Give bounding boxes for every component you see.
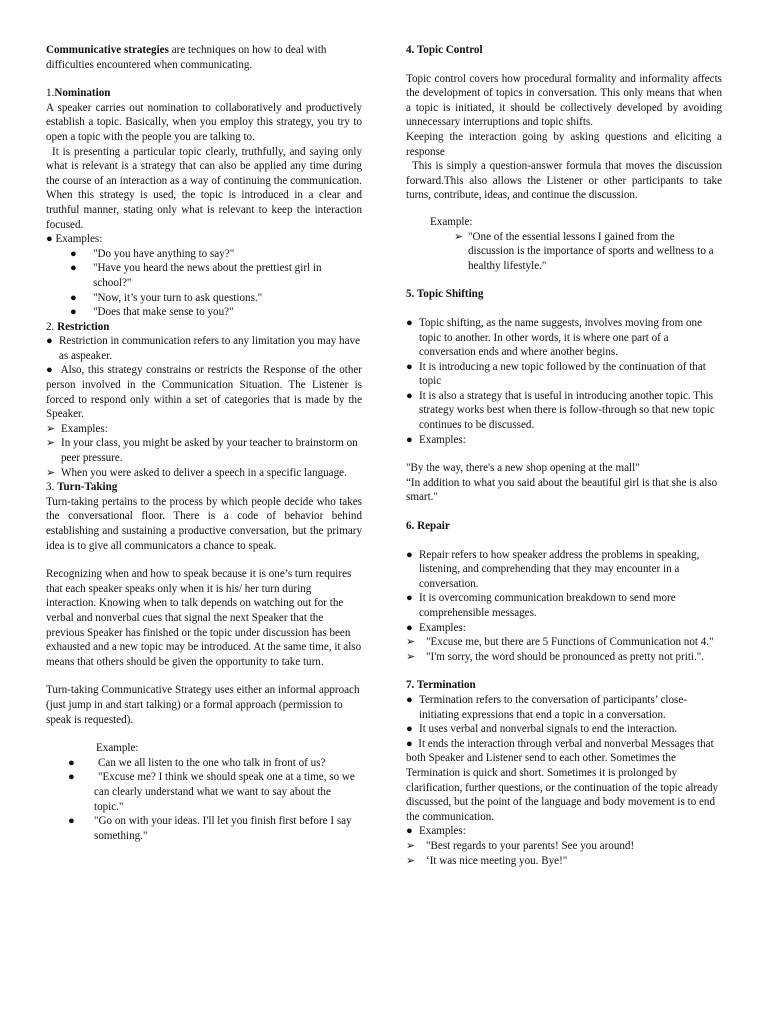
- bullet-icon: ●: [70, 306, 77, 319]
- nomination-title: Nomination: [54, 87, 111, 100]
- list-item: [406, 824, 722, 839]
- intro-paragraph: [46, 43, 362, 72]
- list-item: [406, 433, 722, 448]
- list-item-text: "Excuse me, but there are 5 Functions of Communication not 4.": [426, 636, 714, 649]
- arrow-bullet-icon: ➢: [406, 839, 416, 852]
- bullet-icon: ●: [406, 389, 413, 402]
- turn-taking-example-label: Example:: [96, 742, 139, 755]
- left-column: [46, 43, 362, 843]
- list-item-text: Can we all listen to the one who talk in front of us?: [98, 756, 326, 769]
- arrow-bullet-icon: ➢: [406, 636, 416, 649]
- list-item: [406, 548, 722, 592]
- bullet-icon: ●: [70, 291, 77, 304]
- list-item: [46, 814, 362, 843]
- list-item: [406, 650, 722, 665]
- termination-heading: 7. Termination: [406, 679, 476, 692]
- bullet-icon: ●: [70, 247, 77, 260]
- arrow-bullet-icon: ➢: [406, 650, 416, 663]
- termination-text: It ends the interaction through verbal and nonverbal Messages that both Speaker and Listener send to each other. Sometimes the Termination is quick and short. Sometimes it is prolonged by clarification, further questions, or the continuation of the topic already discussed, but the point of the language and body movement is to end the communication.: [406, 737, 719, 823]
- list-item: [406, 693, 722, 722]
- topic-control-heading: 4. Topic Control: [406, 44, 483, 56]
- list-item-text: "One of the essential lessons I gained from the discussion is the importance of sports and wellness to a healthy lifestyle.": [468, 230, 714, 272]
- turn-taking-paragraph-2: Recognizing when and how to speak because it is one’s turn requires that each speaker speaks only when it is his/ her turn during interaction. Knowing when to talk depends on watching out for the verbal and nonverbal cues that signal the next Speaker that the previous Speaker has finished or the topic under discussion has been exhausted and a new topic may be introduced. At the same time, it also means that others should be given the opportunity to take turn.: [46, 568, 362, 668]
- topic-control-example-label: Example:: [430, 215, 473, 228]
- list-item-text: Topic shifting, as the name suggests, involves moving from one topic to another. In other words, it is where one part of a conversation ends and where another begins.: [419, 316, 702, 359]
- restriction-text: Also, this strategy constrains or restricts the Response of the other person involved in the Communication Situation. The Listener is forced to respond only within a set of categories that is made by the Speaker.: [46, 364, 362, 421]
- list-item-text: "Now, it’s your turn to ask questions.": [93, 291, 263, 304]
- arrow-bullet-icon: ➢: [46, 437, 56, 450]
- list-item: [46, 247, 362, 262]
- turn-taking-paragraph-3: Turn-taking Communicative Strategy uses either an informal approach (just jump in and start talking) or a formal approach (permission to speak is requested).: [46, 684, 360, 726]
- bullet-icon: ●: [68, 756, 75, 769]
- nomination-paragraph-2: It is presenting a particular topic clearly, truthfully, and saying only what is relevant is a strategy that can also be applied any time during the course of an interaction as a way of continuing the communication. When this strategy is used, the topic is introduced in a clear and truthful manner, stating only what is relevant to keep the interaction focused.: [46, 145, 362, 231]
- list-item: [406, 591, 722, 620]
- bullet-icon: ●: [406, 433, 413, 446]
- list-item-text: It is also a strategy that is useful in introducing another topic. This strategy works best when there is follow-through so that new topic continues to be discussed.: [419, 389, 715, 432]
- list-item-text: "Do you have anything to say?": [93, 247, 235, 260]
- list-item-text: In your class, you might be asked by your teacher to brainstorm on peer pressure.: [61, 437, 358, 465]
- list-item: [406, 316, 722, 360]
- topic-control-paragraph-3: This is simply a question-answer formula that moves the discussion forward.This also allows the Listener or other participants to take turns, contribute, ideas, and continue the discussion.: [406, 160, 722, 202]
- restriction-number: 2.: [46, 320, 55, 333]
- list-item: [406, 621, 722, 636]
- list-item-text: "I'm sorry, the word should be pronounced as pretty not priti.".: [426, 650, 705, 663]
- bullet-icon: ●: [406, 316, 413, 329]
- arrow-bullet-icon: ➢: [406, 854, 416, 867]
- bullet-icon: ●: [406, 360, 413, 373]
- restriction-title: Restriction: [57, 320, 110, 333]
- list-item: [46, 422, 362, 437]
- list-item-text: Examples:: [61, 422, 108, 435]
- restriction-paragraph: [46, 363, 362, 421]
- list-item-text: It is overcoming communication breakdown to send more comprehensible messages.: [419, 592, 676, 619]
- bullet-icon: ●: [406, 825, 413, 838]
- list-item-text: It uses verbal and nonverbal signals to end the interaction.: [419, 723, 678, 736]
- bullet-icon: ●: [406, 737, 413, 750]
- bullet-icon: ●: [46, 364, 54, 377]
- list-item: [406, 839, 722, 854]
- list-item-text: When you were asked to deliver a speech in a specific language.: [61, 466, 347, 479]
- list-item: [46, 334, 362, 363]
- list-item: [46, 436, 362, 465]
- list-item-text: "Excuse me? I think we should speak one at a time, so we can clearly understand what we want to say about the topic.": [94, 771, 355, 813]
- topic-shifting-example-2: “In addition to what you said about the beautiful girl is that she is also smart.": [406, 476, 718, 504]
- list-item-text: Examples:: [419, 433, 466, 446]
- list-item: [406, 389, 722, 433]
- arrow-bullet-icon: ➢: [46, 466, 56, 479]
- list-item: [406, 230, 722, 274]
- list-item: [46, 305, 362, 320]
- bullet-icon: ●: [68, 815, 75, 828]
- topic-shifting-heading: 5. Topic Shifting: [406, 288, 484, 301]
- topic-shifting-example-1: "By the way, there's a new shop opening at the mall": [406, 462, 640, 475]
- list-item: [46, 756, 362, 771]
- arrow-bullet-icon: ➢: [46, 422, 56, 435]
- turn-taking-number: 3.: [46, 481, 55, 494]
- list-item-text: Examples:: [419, 621, 466, 634]
- nomination-paragraph-1: A speaker carries out nomination to collaboratively and productively establish a topic. Basically, when you employ this strategy, you try to open a topic with the people you are talking to.: [46, 101, 362, 143]
- bullet-icon: ●: [70, 262, 77, 275]
- termination-paragraph: [406, 737, 722, 825]
- list-item-text: "Does that make sense to you?": [93, 306, 234, 319]
- bullet-icon: ●: [68, 771, 75, 784]
- turn-taking-paragraph-1: Turn-taking pertains to the process by which people decide who takes the conversational floor. There is a code of behavior behind establishing and sustaining a productive conversation, but the primary idea is to give all communicators a chance to speak.: [46, 495, 362, 552]
- repair-heading: 6. Repair: [406, 520, 450, 533]
- list-item: [46, 291, 362, 306]
- bullet-icon: ●: [406, 592, 413, 605]
- list-item-text: "Go on with your ideas. I'll let you finish first before I say something.": [94, 815, 352, 842]
- list-item-text: It is introducing a new topic followed by the continuation of that topic: [419, 360, 706, 388]
- list-item: [46, 466, 362, 481]
- bullet-icon: ●: [406, 693, 413, 706]
- bullet-icon: ●: [406, 548, 413, 561]
- turn-taking-title: Turn-Taking: [57, 481, 118, 494]
- bullet-icon: ●: [46, 335, 53, 348]
- list-item: [406, 722, 722, 737]
- list-item-text: Repair refers to how speaker address the problems in speaking, listening, and comprehending that they may encounter in a conversation.: [419, 548, 700, 590]
- right-column: [406, 43, 722, 868]
- nomination-examples-label: ● Examples:: [46, 233, 103, 246]
- arrow-bullet-icon: ➢: [454, 230, 464, 243]
- list-item-text: ‘It was nice meeting you. Bye!": [426, 854, 568, 867]
- bullet-icon: ●: [406, 723, 413, 736]
- list-item-text: "Have you heard the news about the prettiest girl in school?": [93, 262, 322, 289]
- topic-control-paragraph-2: Keeping the interaction going by asking questions and eliciting a response: [406, 130, 722, 158]
- list-item: [406, 635, 722, 650]
- intro-strong: Communicative strategies: [46, 44, 169, 56]
- bullet-icon: ●: [406, 621, 413, 634]
- nomination-heading: [46, 86, 362, 101]
- turn-taking-heading: [46, 480, 362, 495]
- list-item: [46, 261, 362, 290]
- restriction-heading: [46, 320, 362, 335]
- intro-rest: are techniques on how to deal with difficulties encountered when communicating.: [46, 44, 327, 71]
- list-item-text: Examples:: [419, 825, 466, 838]
- list-item-text: Restriction in communication refers to any limitation you may have as aspeaker.: [59, 335, 360, 362]
- list-item-text: Termination refers to the conversation of participants’ close-initiating expressions that end a topic in a conversation.: [419, 693, 687, 721]
- topic-control-paragraph-1: Topic control covers how procedural formality and informality affects the development of topics in conversation. This only means that when a topic is initiated, it should be collectively developed by avoiding unnecessary interruptions and topic shifts.: [406, 72, 722, 129]
- list-item: [46, 770, 362, 814]
- list-item-text: "Best regards to your parents! See you around!: [426, 839, 635, 852]
- list-item: [406, 854, 722, 869]
- nomination-number: 1.: [46, 87, 55, 100]
- list-item: [406, 360, 722, 389]
